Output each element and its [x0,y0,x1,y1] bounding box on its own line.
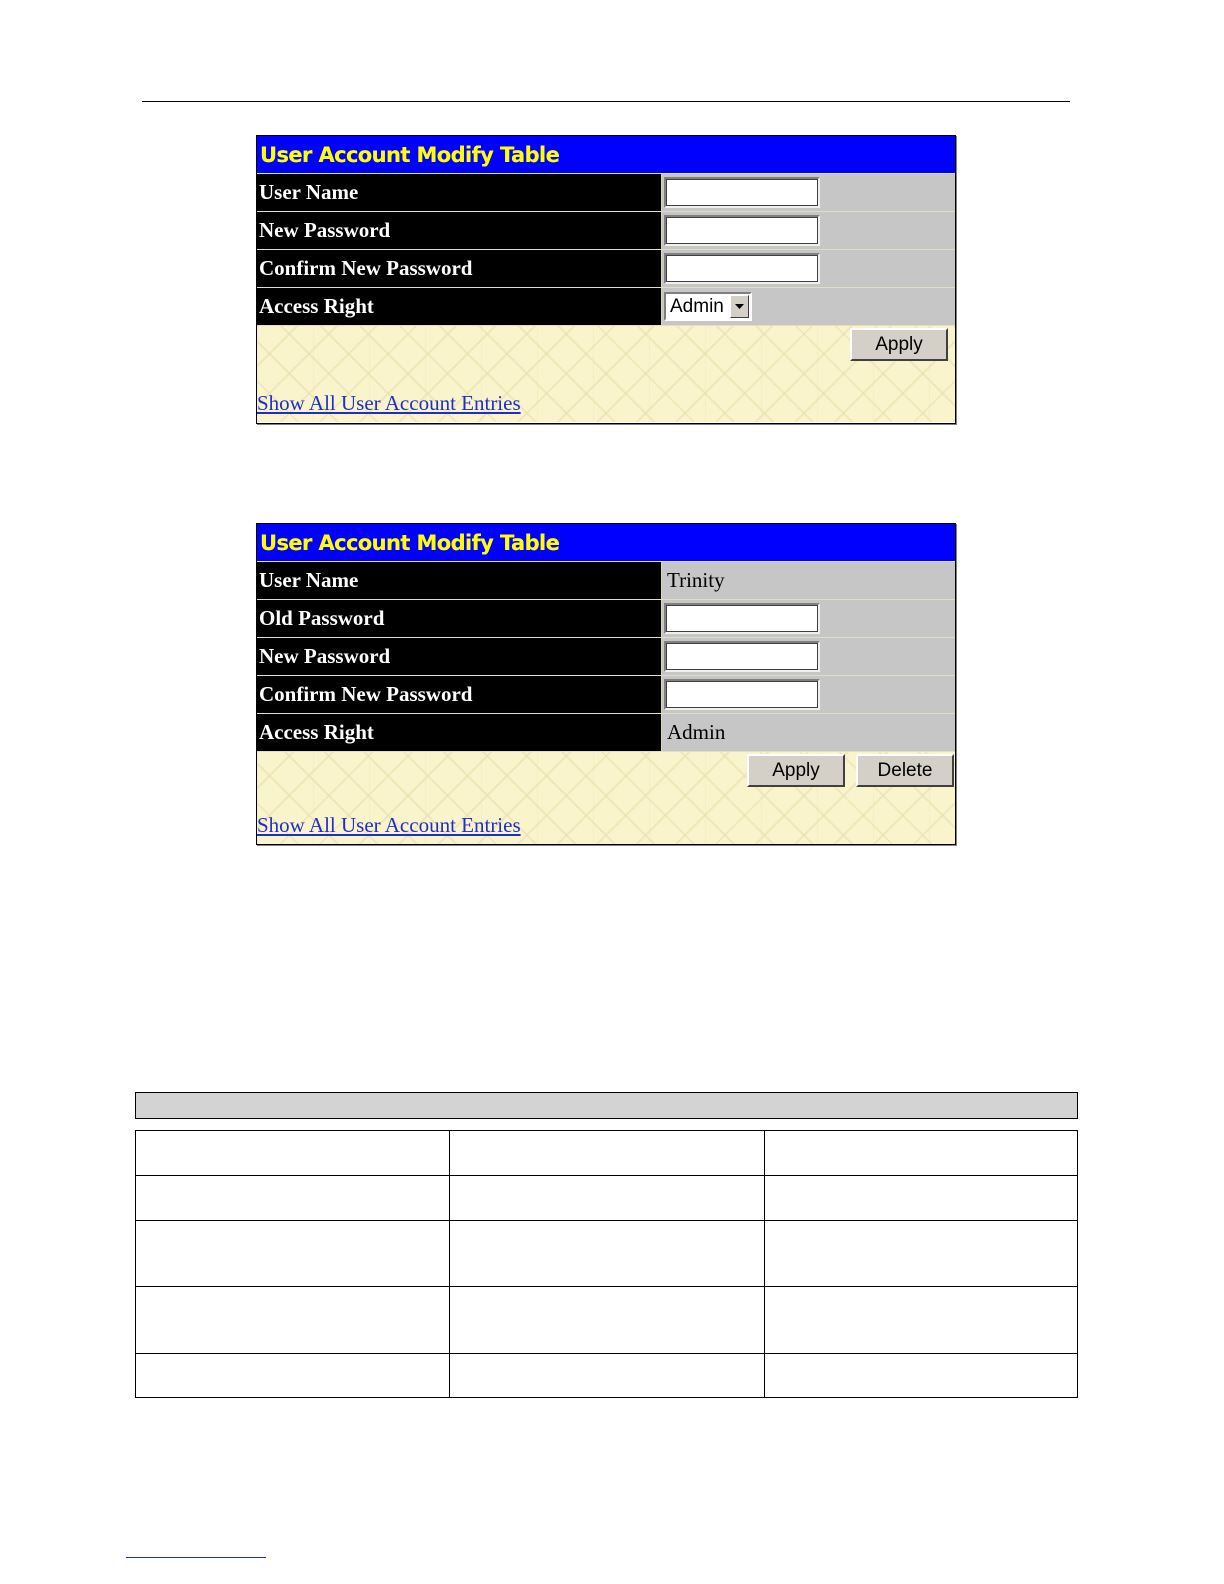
old-password-input[interactable] [664,603,820,634]
row-access-right [257,288,955,326]
row-value [662,288,955,325]
panel-header [257,136,955,174]
row-value [662,174,955,211]
row-label: Old Password [257,600,662,637]
row-value [662,676,955,713]
user-account-modify-panel-existing [256,523,956,845]
apply-button[interactable]: Apply [747,754,845,787]
user-name-value: Trinity [667,568,725,592]
row-label: Access Right [257,288,662,325]
table-header-bar [135,1092,1078,1119]
table-cell [136,1176,450,1221]
table-row [136,1131,1078,1176]
show-all-user-account-entries-link[interactable]: Show All User Account Entries [257,391,521,415]
table-cell [136,1131,450,1176]
table-row [136,1287,1078,1354]
parameter-table [135,1130,1078,1398]
user-account-modify-panel-new [256,135,956,424]
table-cell [136,1354,450,1398]
confirm-new-password-input[interactable] [664,679,820,710]
new-password-input[interactable] [664,215,820,246]
table-cell [765,1354,1078,1398]
table-cell [450,1221,765,1287]
row-label: User Name [257,174,662,211]
delete-button[interactable]: Delete [856,754,954,787]
row-new-password [257,212,955,250]
row-user-name [257,562,955,600]
table-cell [136,1287,450,1354]
table-cell [765,1176,1078,1221]
row-value [662,212,955,249]
table-row [136,1176,1078,1221]
show-all-user-account-entries-link[interactable]: Show All User Account Entries [257,813,521,837]
table-cell [136,1221,450,1287]
panel-header [257,524,955,562]
table-cell [450,1354,765,1398]
panel-footer [257,752,955,844]
apply-button[interactable]: Apply [850,328,948,361]
page-header-rule [142,101,1070,102]
panel-title: User Account Modify Table [260,142,560,167]
row-label: New Password [257,212,662,249]
chevron-down-icon[interactable] [730,295,749,318]
access-right-value: Admin [667,720,726,744]
row-label: Access Right [257,714,662,751]
access-right-select[interactable] [664,292,752,321]
row-label: New Password [257,638,662,675]
row-label: Confirm New Password [257,676,662,713]
confirm-new-password-input[interactable] [664,253,820,284]
table-cell [765,1221,1078,1287]
row-new-password [257,638,955,676]
row-old-password [257,600,955,638]
table-row [136,1221,1078,1287]
user-name-input[interactable] [664,177,820,208]
table-cell [765,1131,1078,1176]
table-cell [765,1287,1078,1354]
row-confirm-new-password [257,250,955,288]
panel-title: User Account Modify Table [260,530,560,555]
row-value [662,250,955,287]
table-cell [450,1176,765,1221]
new-password-input[interactable] [664,641,820,672]
row-value [662,562,955,599]
access-right-select-value: Admin [670,295,724,317]
row-confirm-new-password [257,676,955,714]
row-value [662,600,955,637]
row-label: User Name [257,562,662,599]
row-value [662,714,955,751]
panel-footer [257,326,955,422]
table-cell [450,1131,765,1176]
row-value [662,638,955,675]
table-row [136,1354,1078,1398]
row-user-name [257,174,955,212]
table-cell [450,1287,765,1354]
row-label: Confirm New Password [257,250,662,287]
page-footer-rule [126,1557,266,1558]
row-access-right [257,714,955,752]
